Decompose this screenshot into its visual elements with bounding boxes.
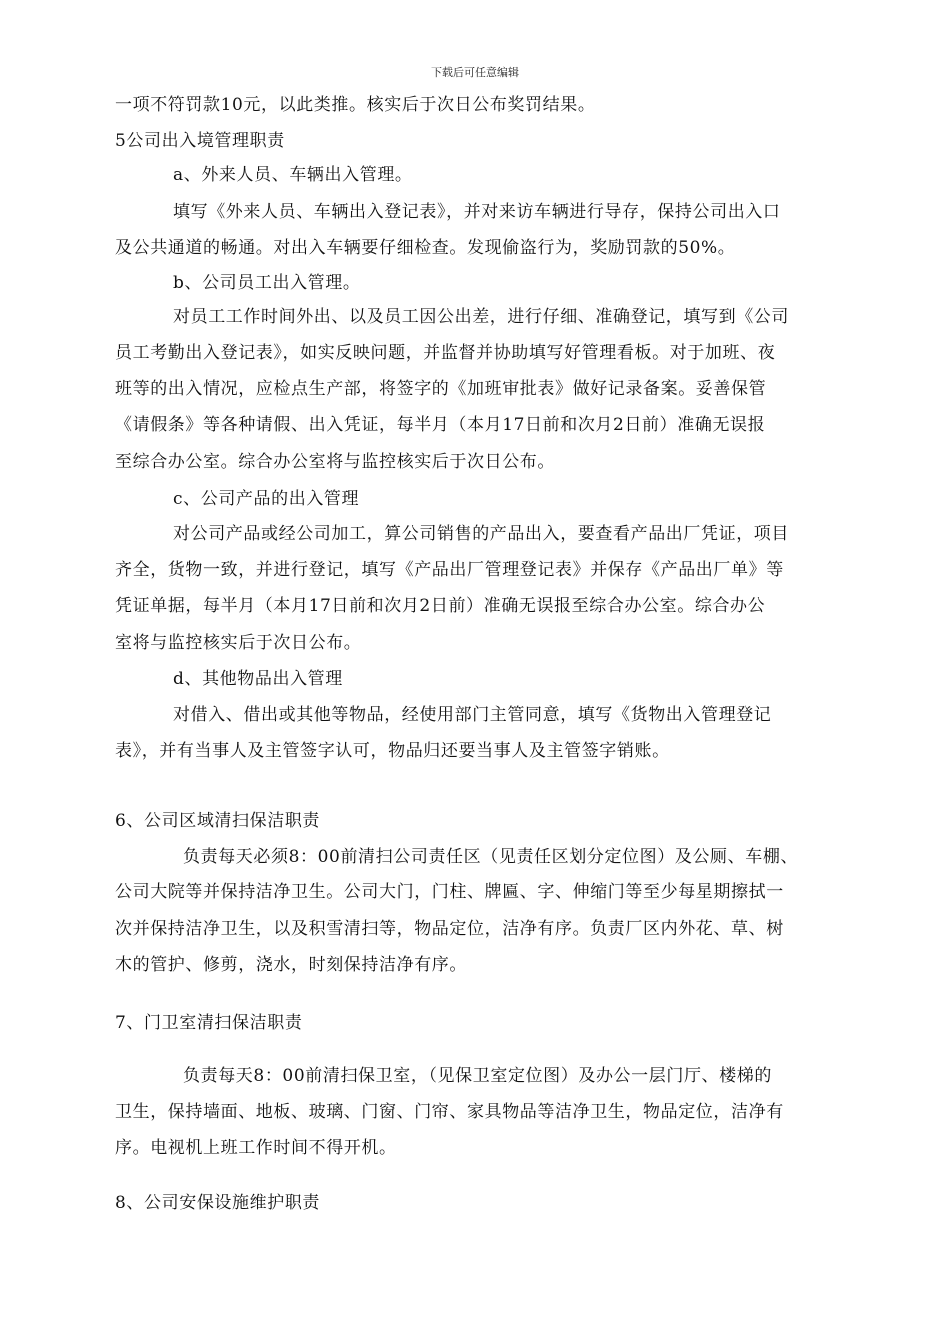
- paragraph-line: 至综合办公室。综合办公室将与监控核实后于次日公布。: [115, 452, 555, 472]
- paragraph-line: 员工考勤出入登记表》，如实反映问题，并监督并协助填写好管理看板。对于加班、夜: [115, 343, 776, 363]
- paragraph-line: 对借入、借出或其他等物品，经使用部门主管同意，填写《货物出入管理登记: [173, 705, 772, 725]
- section-heading: 6、公司区域清扫保洁职责: [115, 811, 321, 831]
- paragraph-line: 填写《外来人员、车辆出入登记表》，并对来访车辆进行导存，保持公司出入口: [173, 202, 781, 222]
- section-heading: 8、公司安保设施维护职责: [115, 1193, 321, 1213]
- paragraph-line: 表》，并有当事人及主管签字认可，物品归还要当事人及主管签字销账。: [115, 741, 670, 761]
- paragraph-line: 室将与监控核实后于次日公布。: [115, 633, 362, 653]
- subsection-heading: a、外来人员、车辆出入管理。: [173, 165, 413, 185]
- paragraph-line: 班等的出入情况，应检点生产部，将签字的《加班审批表》做好记录备案。妥善保管: [115, 379, 767, 399]
- paragraph-line: 木的管护、修剪，浇水，时刻保持洁净有序。: [115, 955, 467, 975]
- subsection-heading: b、公司员工出入管理。: [173, 273, 361, 293]
- paragraph-line: 及公共通道的畅通。对出入车辆要仔细检查。发现偷盗行为，奖励罚款的50%。: [115, 238, 736, 258]
- section-heading: 5公司出入境管理职责: [115, 131, 285, 151]
- paragraph-line: 齐全，货物一致，并进行登记，填写《产品出厂管理登记表》并保存《产品出厂单》等: [115, 560, 784, 580]
- paragraph-line: 负责每天8：00前清扫保卫室，（见保卫室定位图）及办公一层门厅、楼梯的: [183, 1066, 772, 1086]
- subsection-heading: c、公司产品的出入管理: [173, 489, 360, 509]
- paragraph-line: 序。电视机上班工作时间不得开机。: [115, 1138, 397, 1158]
- paragraph-line: 次并保持洁净卫生，以及积雪清扫等，物品定位，洁净有序。负责厂区内外花、草、树: [115, 919, 784, 939]
- section-heading: 7、门卫室清扫保洁职责: [115, 1013, 303, 1033]
- paragraph-line: 卫生，保持墙面、地板、玻璃、门窗、门帘、家具物品等洁净卫生，物品定位，洁净有: [115, 1102, 784, 1122]
- paragraph-line: 《请假条》等各种请假、出入凭证，每半月（本月17日前和次月2日前）准确无误报: [115, 415, 766, 435]
- paragraph-line: 负责每天必须8：00前清扫公司责任区（见责任区划分定位图）及公厕、车棚、: [183, 847, 799, 867]
- paragraph-line: 一项不符罚款10元，以此类推。核实后于次日公布奖罚结果。: [115, 95, 596, 115]
- page-header: 下载后可任意编辑: [431, 66, 519, 79]
- paragraph-line: 对员工工作时间外出、以及员工因公出差，进行仔细、准确登记，填写到《公司: [173, 307, 789, 327]
- paragraph-line: 对公司产品或经公司加工，算公司销售的产品出入，要查看产品出厂凭证，项目: [173, 524, 789, 544]
- subsection-heading: d、其他物品出入管理: [173, 669, 343, 689]
- paragraph-line: 公司大院等并保持洁净卫生。公司大门，门柱、牌匾、字、伸缩门等至少每星期擦拭一: [115, 882, 784, 902]
- paragraph-line: 凭证单据，每半月（本月17日前和次月2日前）准确无误报至综合办公室。综合办公: [115, 596, 766, 616]
